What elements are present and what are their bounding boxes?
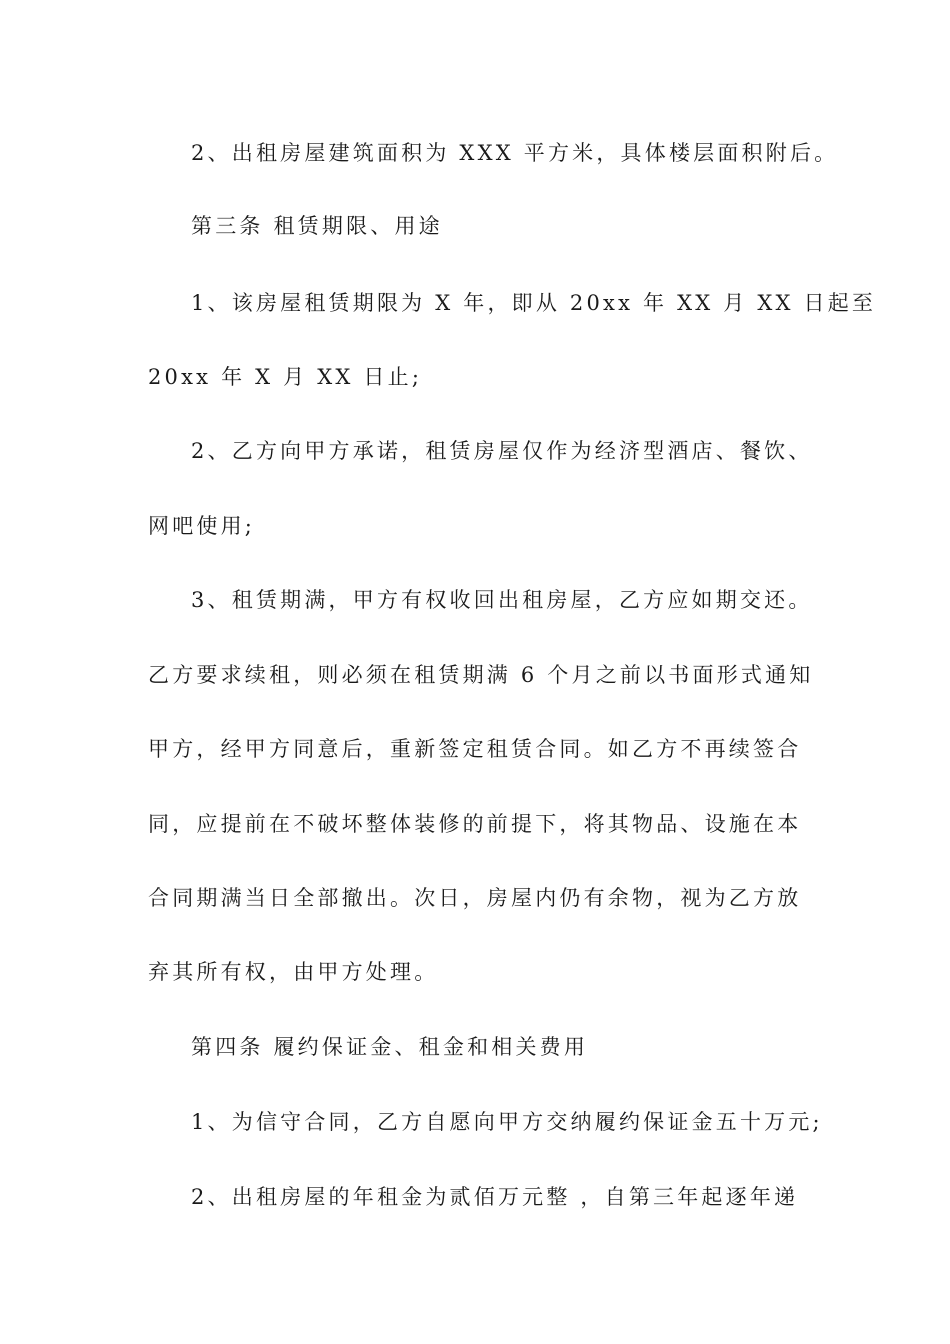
paragraph-line: 弃其所有权，由甲方处理。 — [148, 960, 439, 984]
paragraph-line: 20xx 年 X 月 XX 日止; — [148, 365, 423, 389]
paragraph-line: 3、租赁期满，甲方有权收回出租房屋，乙方应如期交还。 — [191, 588, 813, 612]
section-heading: 第三条 租赁期限、用途 — [191, 214, 443, 238]
section-heading: 第四条 履约保证金、租金和相关费用 — [191, 1035, 589, 1059]
paragraph-line: 同，应提前在不破坏整体装修的前提下，将其物品、设施在本 — [148, 812, 802, 836]
paragraph-line: 2、乙方向甲方承诺，租赁房屋仅作为经济型酒店、餐饮、 — [191, 439, 813, 463]
paragraph-line: 1、为信守合同，乙方自愿向甲方交纳履约保证金五十万元; — [191, 1110, 823, 1134]
paragraph-line: 甲方，经甲方同意后，重新签定租赁合同。如乙方不再续签合 — [148, 737, 802, 761]
paragraph-line: 合同期满当日全部撤出。次日，房屋内仍有余物，视为乙方放 — [148, 886, 802, 910]
paragraph-line: 1、该房屋租赁期限为 X 年，即从 20xx 年 XX 月 XX 日起至 — [191, 291, 877, 315]
paragraph-line: 2、出租房屋建筑面积为 XXX 平方米，具体楼层面积附后。 — [191, 141, 839, 165]
paragraph-line: 2、出租房屋的年租金为贰佰万元整 ，自第三年起逐年递 — [191, 1185, 799, 1209]
paragraph-line: 乙方要求续租，则必须在租赁期满 6 个月之前以书面形式通知 — [148, 663, 814, 687]
paragraph-line: 网吧使用; — [148, 514, 256, 538]
